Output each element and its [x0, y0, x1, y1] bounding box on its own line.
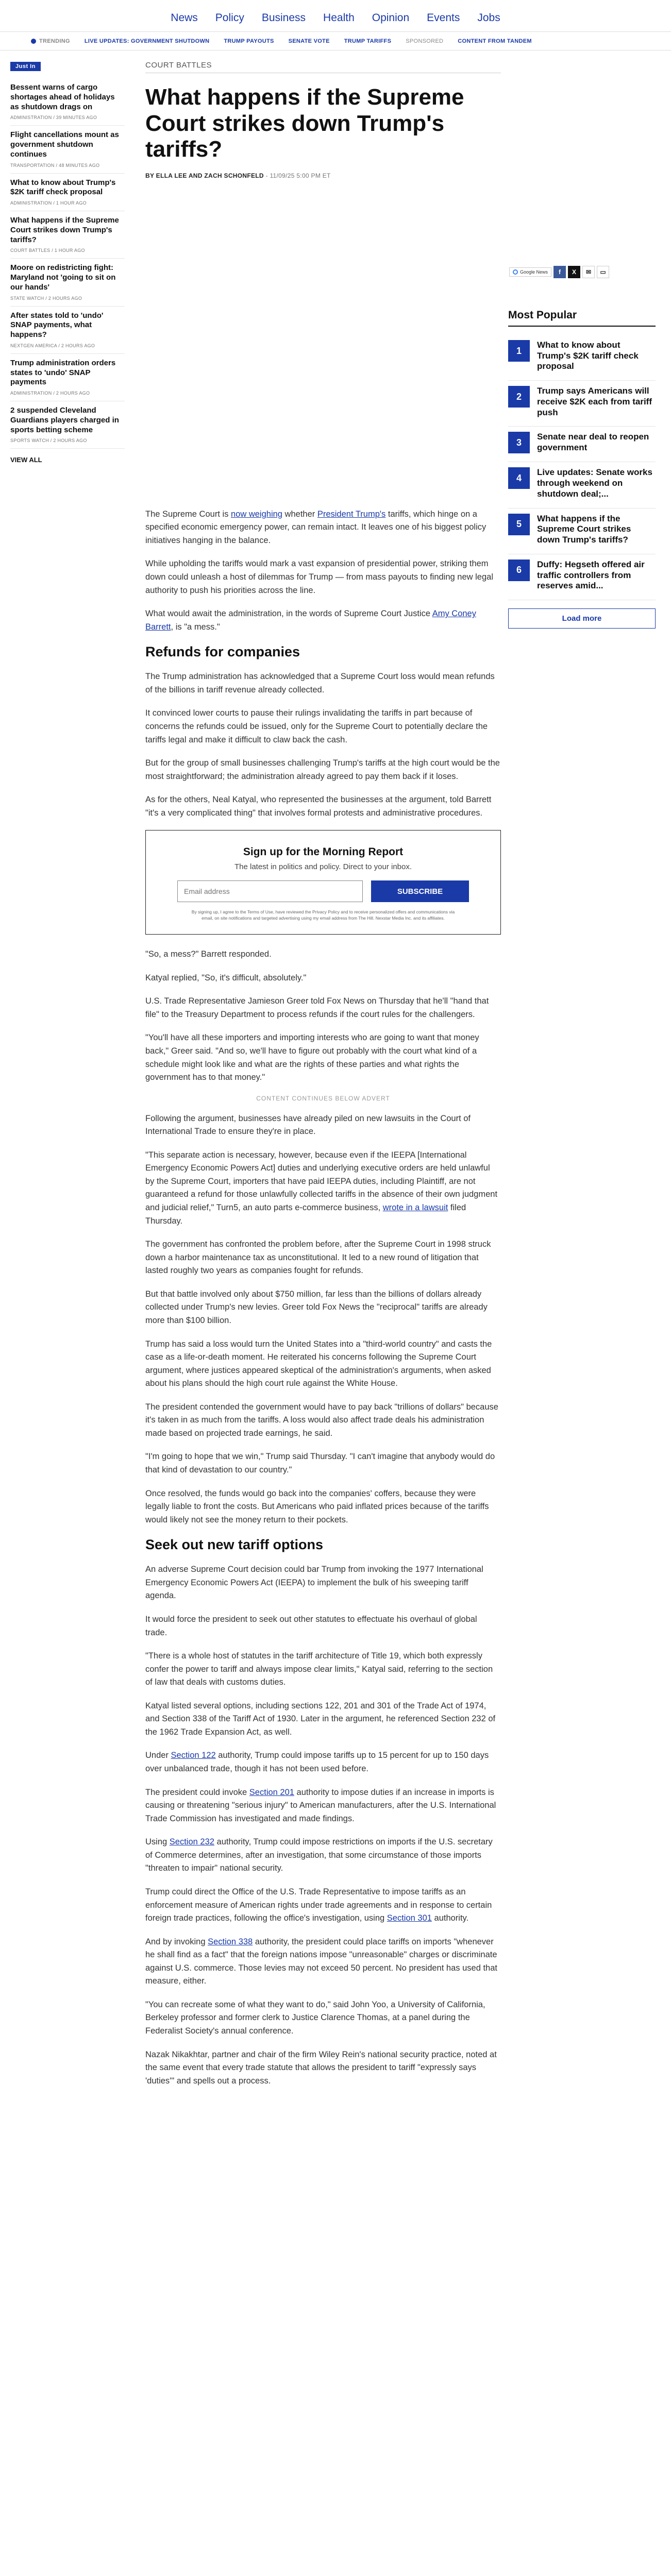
paragraph: "I'm going to hope that we win," Trump said Thursday. "I can't imagine that anybody would do that kind of devastation to our country.": [145, 1452, 495, 1475]
popular-item[interactable]: [508, 462, 656, 508]
subscribe-button[interactable]: SUBSCRIBE: [371, 880, 469, 902]
rail-item[interactable]: [10, 211, 125, 259]
popular-rank: 1: [508, 340, 530, 362]
article-kicker[interactable]: COURT BATTLES: [145, 61, 501, 73]
paragraph: The government has confronted the problem before, after the Supreme Court in 1998 struck down a harbor maintenance tax as unconstitutional. It led to a new round of litigation that lasted roughly two years as companies fought for refunds.: [145, 1240, 491, 1276]
trending-item[interactable]: LIVE UPDATES: GOVERNMENT SHUTDOWN: [84, 38, 210, 44]
facebook-icon[interactable]: f: [553, 266, 566, 278]
paragraph: "There is a whole host of statutes in the tariff architecture of Title 19, which both expressly confer the power to tariff and always impose clear limits," Katyal said, referring to the section of law that deals with customs duties.: [145, 1651, 493, 1687]
section-122-link[interactable]: Section 122: [171, 1751, 216, 1760]
paragraph: But that battle involved only about $750 million, far less than the billions of dollars already collected under Trump's new levies. Greer told Fox News the "reciprocal" tariffs are already more than $100 billion.: [145, 1289, 488, 1325]
rail-item-title[interactable]: Trump administration orders states to 'undo' SNAP payments: [10, 358, 116, 387]
popular-title[interactable]: Senate near deal to reopen government: [537, 432, 649, 453]
rail-item[interactable]: [10, 307, 125, 354]
popular-title[interactable]: What to know about Trump's $2K tariff check proposal: [537, 340, 639, 371]
trending-label: TRENDING: [31, 38, 70, 44]
paragraph: "This separate action is necessary, however, because even if the IEEPA [International Emergency Economic Powers Act] duties and underlying executive orders are held unlawful by the Supreme Court, importers that have paid IEEPA duties, including Plaintiff, are not guaranteed a refund for those unlawfully collected tariffs in the absence of their own judgment and judicial relief," Turn5, an auto parts e-commerce business, wrote in a lawsuit filed Thursday.: [145, 1150, 498, 1226]
nav-opinion[interactable]: Opinion: [372, 12, 410, 24]
paragraph: It convinced lower courts to pause their rulings invalidating the tariffs in part because of concerns the refunds could be issued, only for the Supreme Court to potentially declare the tariffs legal and make it difficult to claw back the cash.: [145, 708, 488, 744]
nav-jobs[interactable]: Jobs: [477, 12, 500, 24]
rail-item[interactable]: [10, 126, 125, 173]
trending-item[interactable]: TRUMP PAYOUTS: [224, 38, 274, 44]
popular-title[interactable]: What happens if the Supreme Court strikes down Trump's tariffs?: [537, 513, 631, 545]
trending-item[interactable]: TRUMP TARIFFS: [344, 38, 392, 44]
section-201-link[interactable]: Section 201: [249, 1787, 294, 1797]
byline: [145, 172, 501, 179]
rail-item-meta: ADMINISTRATION / 39 MINUTES AGO: [10, 115, 97, 121]
google-pref-label: Google News: [520, 269, 548, 275]
rail-item-meta: ADMINISTRATION / 1 HOUR AGO: [10, 200, 87, 206]
paragraph: Using Section 232 authority, Trump could impose restrictions on imports if the U.S. secretary of Commerce determines, after an investigation, that some circumstance of those imports "threaten to impair" national security.: [145, 1837, 493, 1873]
rail-item-meta: ADMINISTRATION / 2 HOURS AGO: [10, 391, 90, 396]
just-in-rail: [10, 58, 125, 464]
lead-media-area: [145, 204, 501, 508]
paragraph: Trump has said a loss would turn the United States into a "third-world country" and casts the case as a life-or-death moment. He reiterated his concerns following the Supreme Court argument, where justices appeared skeptical of the administration's arguments, when asked about his plans should the high court rule against the White House.: [145, 1339, 492, 1388]
section-heading-options: Seek out new tariff options: [145, 1537, 324, 1553]
x-icon[interactable]: X: [568, 266, 580, 278]
nav-health[interactable]: Health: [323, 12, 355, 24]
paragraph: An adverse Supreme Court decision could bar Trump from invoking the 1977 International Emergency Economic Powers Act (IEEPA) to implement the bulk of his sweeping tariff agenda.: [145, 1565, 483, 1601]
newsletter-email-input[interactable]: [177, 880, 363, 902]
popular-rank: 3: [508, 432, 530, 453]
paragraph: Trump could direct the Office of the U.S. Trade Representative to impose tariffs as an enforcement measure of American rights under trade agreements and in response to certain foreign trade practices, following the office's investigation, using Section 301 authority.: [145, 1887, 492, 1923]
rail-item[interactable]: [10, 259, 125, 306]
sponsored-item[interactable]: CONTENT FROM TANDEM: [458, 38, 532, 44]
article: [145, 58, 501, 2098]
rail-item-meta: SPORTS WATCH / 2 HOURS AGO: [10, 438, 87, 444]
paragraph: "You'll have all these importers and importing interests who are going to want that money back," Greer said. "And so, we'll have to figure out probably with the court what kind of a schedule might look like and what are the rights of these parties and what rights the government has to that money.": [145, 1033, 479, 1082]
paragraph: Under Section 122 authority, Trump could impose tariffs up to 15 percent for up to 150 days over unbalanced trade, though it has not been used before.: [145, 1751, 489, 1773]
paragraph: "So, a mess?" Barrett responded.: [145, 950, 272, 959]
popular-item[interactable]: [508, 509, 656, 554]
paragraph: As for the others, Neal Katyal, who represented the businesses at the argument, told Barrett "it's a very complicated thing" that involves formal protests and administrative procedures.: [145, 795, 492, 818]
popular-rank: 5: [508, 514, 530, 535]
newsletter-disclaimer: By signing up, I agree to the Terms of Use, have reviewed the Privacy Policy and to receive personalized offers and communications via email, on site notifications and targeted advertising using my email address from The Hill. Nexstar Media Inc. and its affiliates.: [191, 909, 455, 921]
popular-item[interactable]: [508, 335, 656, 381]
rail-item-title[interactable]: After states told to 'undo' SNAP payments, what happens?: [10, 311, 104, 339]
paragraph: What would await the administration, in the words of Supreme Court Justice Amy Coney Barrett, is "a mess.": [145, 609, 476, 632]
popular-item[interactable]: [508, 427, 656, 462]
rail-item-title[interactable]: Moore on redistricting fight: Maryland not 'going to sit on our hands': [10, 263, 116, 292]
share-bar: [509, 266, 609, 278]
trending-dot-icon: [31, 39, 36, 44]
paragraph: "You can recreate some of what they want to do," said John Yoo, a University of California, Berkeley professor and former clerk to Justice Clarence Thomas, at a panel during the Federalist Society's annual conference.: [145, 1999, 485, 2036]
popular-item[interactable]: [508, 554, 656, 600]
paragraph: Katyal replied, "So, it's difficult, absolutely.": [145, 973, 307, 982]
now-weighing-link[interactable]: now weighing: [230, 509, 282, 519]
paragraph: And by invoking Section 338 authority, the president could place tariffs on imports "whenever he shall find as a fact" that the foreign nations impose "unreasonable" charges or discriminate against U.S. commerce. Those levies may not exceed 50 percent. No president has used that measure, either.: [145, 1937, 497, 1986]
section-338-link[interactable]: Section 338: [208, 1937, 253, 1946]
nav-news[interactable]: News: [171, 12, 198, 24]
trending-item[interactable]: SENATE VOTE: [288, 38, 330, 44]
lawsuit-link[interactable]: wrote in a lawsuit: [382, 1203, 448, 1212]
byline-time: - 11/09/25 5:00 PM ET: [265, 172, 331, 179]
newsletter-signup: [145, 830, 501, 935]
newsletter-title: Sign up for the Morning Report: [243, 846, 404, 858]
popular-title[interactable]: Live updates: Senate works through weekend on shutdown deal;...: [537, 467, 652, 499]
section-232-link[interactable]: Section 232: [169, 1837, 214, 1847]
popular-title[interactable]: Duffy: Hegseth offered air traffic controllers from reserves amid...: [537, 559, 645, 591]
load-more-button[interactable]: Load more: [508, 608, 656, 629]
section-301-link[interactable]: Section 301: [387, 1913, 432, 1923]
popular-rank: 6: [508, 560, 530, 581]
rail-item-meta: TRANSPORTATION / 48 MINUTES AGO: [10, 162, 100, 168]
paragraph: The Trump administration has acknowledged that a Supreme Court loss would mean refunds of the billions in tariff revenue already collected.: [145, 672, 495, 694]
top-nav: [0, 0, 671, 32]
view-all-link[interactable]: VIEW ALL: [10, 456, 42, 464]
most-popular-rail: [508, 309, 656, 629]
paragraph: The president contended the government would have to pay back "trillions of dollars" because it's taken in as much from the tariffs. A loss would also affect trade deals his administration made based on projected trade earnings, he said.: [145, 1402, 498, 1438]
article-headline: What happens if the Supreme Court strikes down Trump's tariffs?: [145, 84, 464, 162]
rail-item-meta: NEXTGEN AMERICA / 2 HOURS AGO: [10, 343, 95, 348]
most-popular-title: Most Popular: [508, 309, 656, 327]
trending-bar: [0, 32, 671, 50]
rail-item-meta: STATE WATCH / 2 HOURS AGO: [10, 295, 82, 301]
paragraph: The Supreme Court is now weighing whether President Trump's tariffs, which hinge on a specified economic emergency power, can remain intact. It leaves one of his biggest policy initiatives hanging in the balance.: [145, 509, 487, 545]
article-body: [145, 508, 501, 2088]
email-icon[interactable]: ✉: [582, 266, 595, 278]
popular-item[interactable]: [508, 381, 656, 427]
paragraph: Katyal listed several options, including sections 122, 201 and 301 of the Trade Act of 1974, and Section 338 of the Tariff Act of 1930. Later in the argument, he referenced Section 232 of the 1962 Trade Expansion Act, as well.: [145, 1701, 496, 1737]
popular-rank: 4: [508, 467, 530, 489]
paragraph: U.S. Trade Representative Jamieson Greer told Fox News on Thursday that he'll "hand that file" to the Treasury Department to process refunds if the court rules for the challengers.: [145, 996, 489, 1019]
nav-business[interactable]: Business: [261, 12, 306, 24]
rail-item[interactable]: [10, 401, 125, 449]
google-icon: [513, 269, 518, 275]
section-heading-refunds: Refunds for companies: [145, 644, 300, 660]
google-preferred-button[interactable]: [509, 267, 551, 277]
barrett-link[interactable]: Amy Coney Barrett: [145, 609, 476, 632]
rail-item-title[interactable]: Flight cancellations mount as government shutdown continues: [10, 130, 119, 159]
advert-divider: CONTENT CONTINUES BELOW ADVERT: [256, 1094, 390, 1102]
rail-item[interactable]: [10, 354, 125, 401]
popular-rank: 2: [508, 386, 530, 408]
rail-item[interactable]: [10, 78, 125, 126]
rail-item-meta: COURT BATTLES / 1 HOUR AGO: [10, 248, 85, 253]
paragraph: It would force the president to seek out other statutes to effectuate his overhaul of global trade.: [145, 1614, 477, 1637]
paragraph: But for the group of small businesses challenging Trump's tariffs at the high court would be the most straightforward; the administration already agreed to pay them back if it loses.: [145, 758, 500, 781]
paragraph: The president could invoke Section 201 authority to impose duties if an increase in imports is causing or threatening "serious injury" to American manufacturers, after the U.S. International Trade Commission has investigated and made findings.: [145, 1787, 496, 1823]
newsletter-subtitle: The latest in politics and policy. Direct to your inbox.: [234, 862, 412, 872]
sponsored-label: SPONSORED: [406, 38, 444, 44]
rail-item-title[interactable]: What to know about Trump's $2K tariff check proposal: [10, 178, 116, 197]
popular-title[interactable]: Trump says Americans will receive $2K each from tariff push: [537, 386, 652, 417]
comment-icon[interactable]: ▭: [597, 266, 609, 278]
paragraph: While upholding the tariffs would mark a vast expansion of presidential power, striking them down could unleash a host of dilemmas for Trump — from mass payouts to finding new legal authority to push his priorities across the line.: [145, 559, 494, 595]
rail-item-title[interactable]: Bessent warns of cargo shortages ahead of holidays as shutdown drags on: [10, 83, 115, 111]
rail-item[interactable]: [10, 174, 125, 212]
just-in-badge: Just In: [10, 62, 41, 71]
byline-authors[interactable]: BY ELLA LEE AND ZACH SCHONFELD: [145, 172, 264, 179]
paragraph: Once resolved, the funds would go back into the companies' coffers, because they were legally liable to front the costs. But Americans who paid inflated prices because of the tariffs would likely not see the money return to their pockets.: [145, 1488, 489, 1524]
rail-item-title[interactable]: What happens if the Supreme Court strikes down Trump's tariffs?: [10, 216, 119, 244]
rail-item-title[interactable]: 2 suspended Cleveland Guardians players charged in sports betting scheme: [10, 406, 119, 434]
paragraph: Following the argument, businesses have already piled on new lawsuits in the Court of International Trade to ensure they're in place.: [145, 1113, 471, 1137]
paragraph: Nazak Nikakhtar, partner and chair of the firm Wiley Rein's national security practice, noted at the same event that every trade statute that allows the president to tariff "expressly says 'duties'" and spells out a process.: [145, 2049, 497, 2086]
nav-events[interactable]: Events: [427, 12, 460, 24]
nav-policy[interactable]: Policy: [215, 12, 244, 24]
trump-link[interactable]: President Trump's: [317, 509, 386, 519]
